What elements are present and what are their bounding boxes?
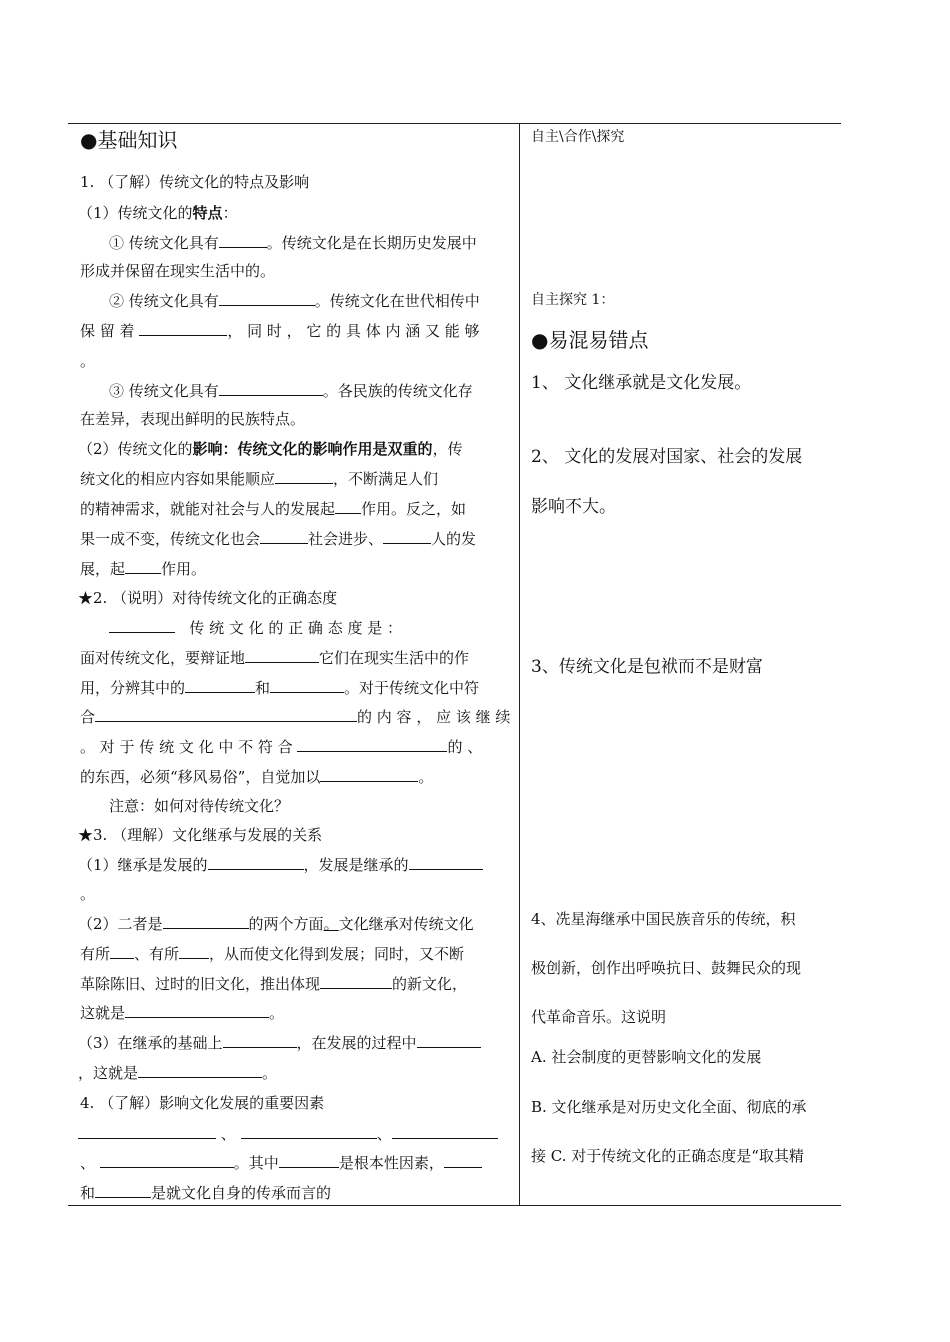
relation-2-line-1: （2）二者是 的两个方面。文化继承对传统文化 [78,915,474,933]
section-3-title: ★3. （理解）文化继承与发展的关系 [78,826,323,844]
relation-2-line-4: 这就是 。 [80,1004,285,1022]
relation-3-line-1: （3）在继承的基础上 ，在发展的过程中 [78,1033,481,1053]
section-1-1-line: （1）传统文化的特点： [78,204,238,222]
relation-1-end: 。 [80,885,96,903]
factors-line-2: 、 。其中 是根本性因素， [80,1153,482,1173]
feature-2-cont: 保 留 着 ， 同 时 ， 它 的 具 体 内 涵 又 能 够 [80,322,480,340]
error-item-2-line-1: 2、 文化的发展对国家、社会的发展 [531,447,803,467]
feature-2-line: ② 传统文化具有 。传统文化在世代相传中 [109,292,480,310]
feature-1-line: ① 传统文化具有 。传统文化是在长期历史发展中 [109,234,477,252]
error-item-3: 3、传统文化是包袱而不是财富 [531,657,763,677]
relation-2-line-3: 革除陈旧、过时的旧文化，推出体现 的新文化， [80,975,468,993]
column-divider [519,123,520,1205]
feature-1-cont: 形成并保留在现实生活中的。 [80,262,276,280]
feature-3-cont: 在差异，表现出鲜明的民族特点。 [80,410,306,428]
influence-line-1: （2）传统文化的影响：传统文化的影响作用是双重的，传 [78,440,463,458]
attitude-line-5: 。 对 于 传 统 文 化 中 不 符 合 的 、 [80,738,483,756]
feature-2-end: 。 [80,352,96,370]
error-prone-heading: ●易混易错点 [531,328,649,352]
section-4-title: 4. （了解）影响文化发展的重要因素 [80,1094,325,1112]
relation-3-line-2: ，这就是 。 [78,1064,278,1082]
attitude-line-1: 传 统 文 化 的 正 确 态 度 是 ： [109,618,402,638]
influence-line-2: 统文化的相应内容如果能顺应 ，不断满足人们 [80,470,439,488]
section-1-title: 1. （了解）传统文化的特点及影响 [80,173,310,191]
option-b: B. 文化继承是对历史文化全面、彻底的承 [531,1098,807,1116]
error-item-1: 1、 文化继承就是文化发展。 [531,373,752,393]
feature-3-line: ③ 传统文化具有 。各民族的传统文化存 [109,382,473,400]
factors-line-3: 和 是就文化自身的传承而言的 [80,1184,332,1202]
cooperation-header: 自主\合作\探究 [531,129,625,145]
influence-line-3: 的精神需求，就能对社会与人的发展起 作用。反之，如 [80,500,467,518]
explore-1-label: 自主探究 1： [531,292,615,308]
table-bottom-border [68,1205,841,1206]
option-c: 接 C. 对于传统文化的正确态度是“取其精 [531,1147,804,1165]
attitude-line-2: 面对传统文化，要辩证地 它们在现实生活中的作 [80,649,470,667]
error-item-2-line-2: 影响不大。 [531,497,616,517]
section-2-title: ★2. （说明）对待传统文化的正确态度 [78,589,338,607]
attitude-line-3: 用，分辨其中的 和 。对于传统文化中符 [80,679,480,697]
question-4-line-3: 代革命音乐。这说明 [531,1008,667,1026]
attitude-line-6: 的东西，必须“移风易俗”，自觉加以 。 [80,768,434,786]
option-a: A. 社会制度的更替影响文化的发展 [531,1048,762,1066]
question-4-line-1: 4、冼星海继承中国民族音乐的传统，积 [531,910,796,928]
table-top-border [68,123,841,124]
question-4-line-2: 极创新，创作出呼唤抗日、鼓舞民众的现 [531,959,802,977]
relation-2-line-2: 有所 、有所 ，从而使文化得到发展；同时，又不断 [80,945,465,963]
factors-line-1: 、 、 [78,1124,498,1144]
attitude-note: 注意：如何对待传统文化？ [109,797,290,815]
relation-1-line: （1）继承是发展的 ，发展是继承的 [78,855,483,875]
influence-line-5: 展，起 作用。 [80,560,207,578]
influence-line-4: 果一成不变，传统文化也会 社会进步、 人的发 [80,530,477,548]
attitude-line-4: 合 的 内 容 ， 应 该 继 续 [80,708,511,726]
basic-knowledge-heading: ●基础知识 [80,128,178,152]
